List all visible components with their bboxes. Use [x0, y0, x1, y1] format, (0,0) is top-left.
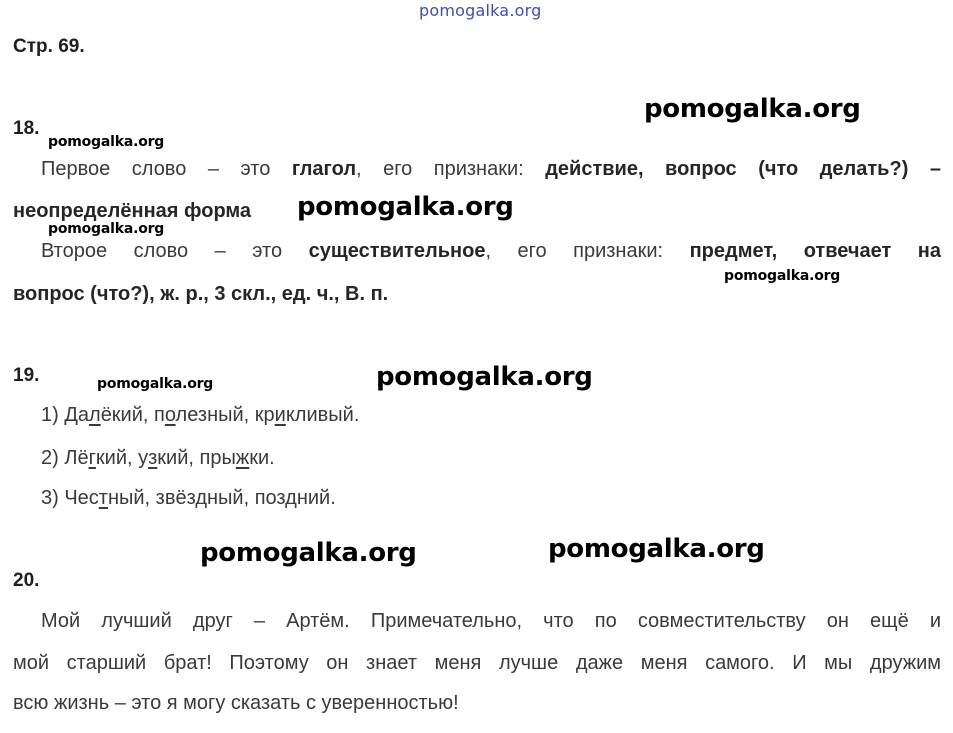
underlined-letter: л — [89, 404, 101, 426]
text-span: кий, у — [95, 447, 149, 469]
text-span: Первое слово – это — [41, 158, 292, 180]
watermark-4: pomogalka.org — [48, 221, 165, 237]
task-18-line-3 — [41, 240, 941, 263]
text-span: 1) Да — [41, 404, 90, 426]
text-span: кий, пры — [157, 447, 236, 469]
bold-term: предмет, отвечает на — [689, 240, 941, 262]
underlined-letter: о — [164, 404, 176, 426]
task-18-number: 18. — [13, 118, 40, 139]
bold-term: глагол — [291, 158, 357, 180]
text-span: 3) Чес — [41, 487, 99, 509]
underlined-letter: т — [98, 487, 108, 509]
watermark-2: pomogalka.org — [48, 134, 165, 150]
task-19-item-1 — [41, 404, 359, 427]
text-span: ный, звёз — [107, 487, 196, 509]
bold-term: неопределённая форма — [13, 200, 252, 222]
text-span: ки. — [249, 447, 275, 469]
watermark-7: pomogalka.org — [376, 362, 593, 392]
text-span: 2) Лё — [41, 447, 89, 469]
underlined-letter: з — [148, 447, 158, 469]
text-span: ёкий, п — [100, 404, 165, 426]
bold-term: действие, вопрос (что делать?) – — [545, 158, 942, 180]
bold-term: существительное — [308, 240, 486, 262]
task-20-line-2: мой старший брат! Поэтому он знает меня лучше даже меня самого. И мы дружим — [13, 652, 941, 674]
header-watermark[interactable]: pomogalka.org — [419, 1, 542, 20]
underlined-letter: г — [88, 447, 96, 469]
task-20-number: 20. — [13, 570, 40, 591]
underlined-letter: д — [285, 487, 297, 509]
text-span: , его признаки: — [356, 158, 546, 180]
task-19-number: 19. — [13, 365, 40, 386]
task-20-line-1: Мой лучший друг – Артём. Примечательно, что по совместительству он ещё и — [41, 610, 941, 632]
task-18-line-1 — [41, 158, 941, 181]
page-label: Стр. 69. — [13, 36, 85, 57]
watermark-6: pomogalka.org — [97, 376, 214, 392]
task-19-item-2 — [41, 447, 275, 470]
task-18-line-2 — [13, 200, 251, 223]
text-span: ний. — [296, 487, 336, 509]
task-18-line-4 — [13, 283, 388, 306]
text-span: ный, поз — [207, 487, 286, 509]
watermark-5: pomogalka.org — [724, 268, 841, 284]
task-19-item-3 — [41, 487, 336, 510]
underlined-letter: д — [195, 487, 207, 509]
underlined-letter: и — [274, 404, 286, 426]
text-span: лезный, кр — [175, 404, 275, 426]
watermark-8: pomogalka.org — [200, 538, 417, 568]
underlined-letter: ж — [235, 447, 250, 469]
bold-term: вопрос (что?), ж. р., 3 скл., ед. ч., В. п. — [13, 283, 389, 305]
watermark-3: pomogalka.org — [297, 192, 514, 222]
text-span: кливый. — [285, 404, 360, 426]
watermark-1: pomogalka.org — [644, 94, 861, 124]
watermark-9: pomogalka.org — [548, 534, 765, 564]
task-20-line-3: всю жизнь – это я могу сказать с уверенностью! — [13, 692, 459, 714]
text-span: Второе слово – это — [41, 240, 309, 262]
text-span: , его признаки: — [485, 240, 690, 262]
